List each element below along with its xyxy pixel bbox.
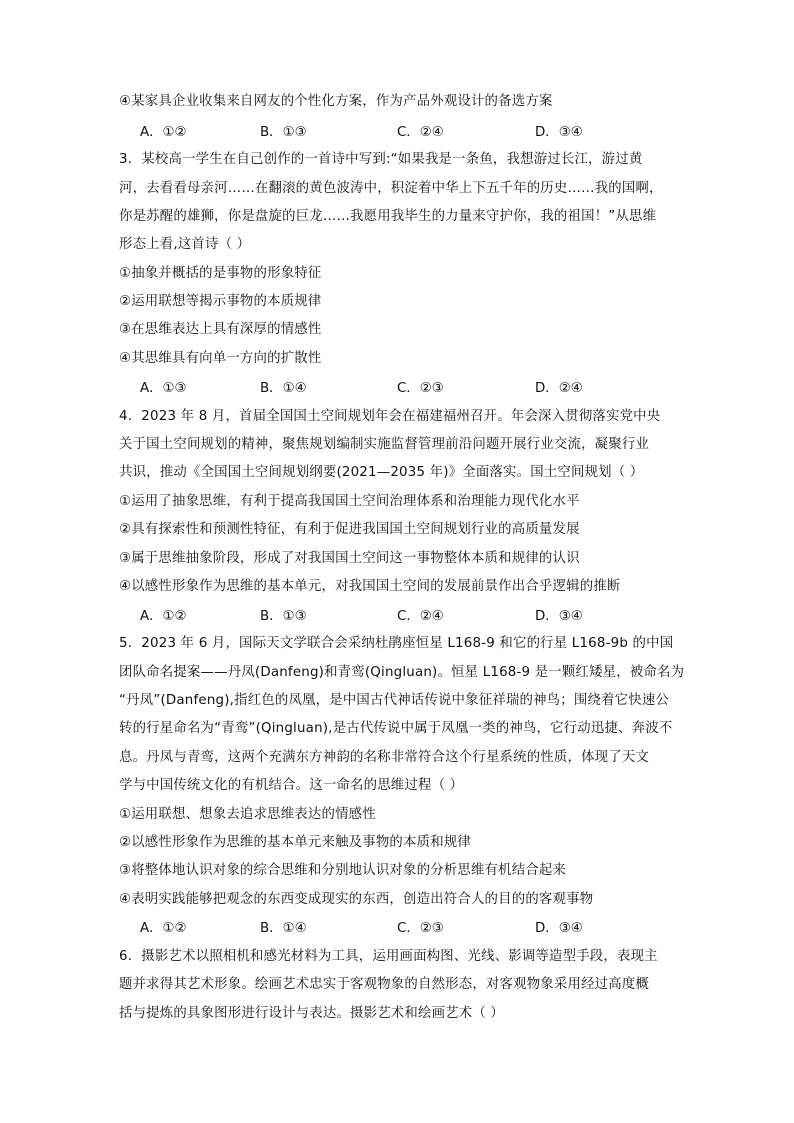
q4-stem-line-1: 4．2023 年 8 月，首届全国国土空间规划年会在福建福州召开。年会深入贯彻落实党中央 <box>119 409 661 424</box>
q3-stem-line-1: 3．某校高一学生在自己创作的一首诗中写到:“如果我是一条鱼，我想游过长江，游过黄 <box>119 152 643 167</box>
q6-stem-line-1: 6．摄影艺术以照相机和感光材料为工具，运用画面构图、光线、影调等造型手段，表现主 <box>119 949 658 964</box>
q5-option-c: C．②③ <box>397 921 444 936</box>
q5-item-2: ②以感性形象作为思维的基本单元来触及事物的本质和规律 <box>119 835 471 850</box>
q5-item-4: ④表明实践能够把观念的东西变成现实的东西，创造出符合人的目的的客观事物 <box>119 892 594 907</box>
q4-option-c: C．②④ <box>397 609 444 624</box>
q2-option-c: C．②④ <box>397 125 444 140</box>
q5-stem-line-4: 转的行星命名为“青鸾”(Qingluan),是古代传说中属于凤凰一类的神鸟，它行动迅捷、奔波不 <box>119 721 673 736</box>
q3-option-d: D．②④ <box>535 381 583 396</box>
q3-option-c: C．②③ <box>397 381 444 396</box>
q2-option-d: D．③④ <box>535 125 583 140</box>
q5-stem-line-5: 息。丹凤与青鸾，这两个充满东方神韵的名称非常符合这个行星系统的性质，体现了天文 <box>119 750 650 765</box>
q3-item-4: ④其思维具有向单一方向的扩散性 <box>119 351 322 366</box>
q6-stem-line-3: 括与提炼的具象图形进行设计与表达。摄影艺术和绘画艺术（ ） <box>119 1006 504 1021</box>
q5-option-d: D．③④ <box>535 921 583 936</box>
q4-item-1: ①运用了抽象思维，有利于提高我国国土空间治理体系和治理能力现代化水平 <box>119 494 580 509</box>
q5-stem-line-1: 5．2023 年 6 月，国际天文学联合会采纳杜鹃座恒星 L168-9 和它的行星 L168-9b 的中国 <box>119 636 674 651</box>
q3-options <box>140 380 600 398</box>
q3-item-3: ③在思维表达上具有深厚的情感性 <box>119 322 322 337</box>
q3-stem-line-2: 河，去看看母亲河……在翻滚的黄色波涛中，积淀着中华上下五千年的历史……我的国啊， <box>119 181 663 196</box>
q4-option-d: D．③④ <box>535 609 583 624</box>
q5-item-3: ③将整体地认识对象的综合思维和分别地认识对象的分析思维有机结合起来 <box>119 863 567 878</box>
q3-stem-line-3: 你是苏醒的雄狮，你是盘旋的巨龙……我愿用我毕生的力量来守护你，我的祖国！”从思维 <box>119 209 657 224</box>
q4-item-4: ④以感性形象作为思维的基本单元，对我国国土空间的发展前景作出合乎逻辑的推断 <box>119 579 621 594</box>
q4-item-3: ③属于思维抽象阶段，形成了对我国国土空间这一事物整体本质和规律的认识 <box>119 551 580 566</box>
q4-option-a: A．①② <box>140 609 187 624</box>
q5-option-b: B．①④ <box>260 921 307 936</box>
q4-option-b: B．①③ <box>260 609 307 624</box>
q6-stem-line-2: 题并求得其艺术形象。绘画艺术忠实于客观物象的自然形态，对客观物象采用经过高度概 <box>119 977 650 992</box>
q5-item-1: ①运用联想、想象去追求思维表达的情感性 <box>119 807 376 822</box>
q4-item-2: ②具有探索性和预测性特征，有利于促进我国国土空间规划行业的高质量发展 <box>119 522 580 537</box>
q3-item-1: ①抽象并概括的是事物的形象特征 <box>119 266 322 281</box>
q5-stem-line-6: 学与中国传统文化的有机结合。这一命名的思维过程（ ） <box>119 778 464 793</box>
q3-stem-line-4: 形态上看,这首诗（ ） <box>119 237 251 252</box>
q5-options <box>140 920 600 938</box>
q2-option-b: B．①③ <box>260 125 307 140</box>
q4-stem-line-2: 关于国土空间规划的精神，聚焦规划编制实施监督管理前沿问题开展行业交流，凝聚行业 <box>119 437 650 452</box>
q2-item-4: ④某家具企业收集来自网友的个性化方案，作为产品外观设计的备选方案 <box>119 94 553 109</box>
q3-option-b: B．①④ <box>260 381 307 396</box>
q4-options <box>140 608 600 626</box>
q4-stem-line-3: 共识，推动《全国国土空间规划纲要(2021—2035 年)》全面落实。国土空间规划（ ） <box>119 465 644 480</box>
q2-option-a: A．①② <box>140 125 187 140</box>
q2-options <box>140 124 600 142</box>
q5-stem-line-3: “丹凤”(Danfeng),指红色的凤凰，是中国古代神话传说中象征祥瑞的神鸟；围绕着它快速公 <box>119 693 670 708</box>
q5-option-a: A．①② <box>140 921 187 936</box>
q5-stem-line-2: 团队命名提案——丹凤(Danfeng)和青鸾(Qingluan)。恒星 L168-9 是一颗红矮星，被命名为 <box>119 665 685 680</box>
q3-option-a: A．①③ <box>140 381 187 396</box>
q3-item-2: ②运用联想等揭示事物的本质规律 <box>119 294 322 309</box>
